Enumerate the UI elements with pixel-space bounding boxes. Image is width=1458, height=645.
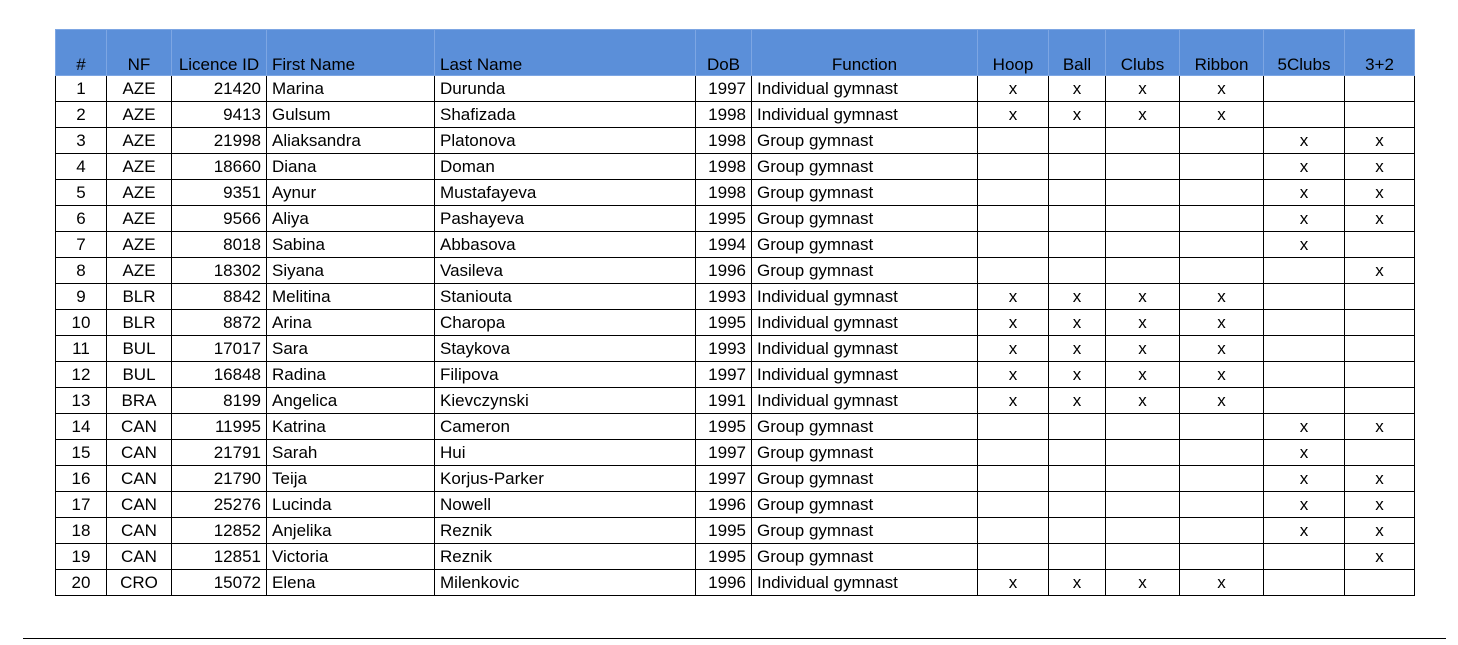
table-row <box>56 336 1415 362</box>
cell-nf: AZE <box>107 206 172 232</box>
cell-dob: 1997 <box>696 466 752 492</box>
cell-number: 6 <box>56 206 107 232</box>
cell-last-name: Staniouta <box>435 284 696 310</box>
cell-first-name: Arina <box>267 310 435 336</box>
cell-number: 11 <box>56 336 107 362</box>
header-row <box>56 30 1415 76</box>
cell-licence-id: 12851 <box>172 544 267 570</box>
cell-clubs: x <box>1106 310 1180 336</box>
table-row <box>56 310 1415 336</box>
table-body <box>56 76 1415 596</box>
cell-hoop <box>978 128 1049 154</box>
cell-licence-id: 9413 <box>172 102 267 128</box>
cell-3plus2 <box>1345 284 1415 310</box>
cell-3plus2: x <box>1345 492 1415 518</box>
cell-dob: 1993 <box>696 336 752 362</box>
cell-ball: x <box>1049 310 1106 336</box>
cell-ball <box>1049 232 1106 258</box>
cell-ball: x <box>1049 76 1106 102</box>
cell-last-name: Milenkovic <box>435 570 696 596</box>
table-row <box>56 544 1415 570</box>
cell-last-name: Abbasova <box>435 232 696 258</box>
cell-clubs <box>1106 258 1180 284</box>
cell-function: Group gymnast <box>752 414 978 440</box>
cell-3plus2: x <box>1345 258 1415 284</box>
cell-last-name: Mustafayeva <box>435 180 696 206</box>
cell-first-name: Angelica <box>267 388 435 414</box>
cell-function: Individual gymnast <box>752 362 978 388</box>
cell-dob: 1991 <box>696 388 752 414</box>
cell-ball <box>1049 544 1106 570</box>
cell-5clubs <box>1264 258 1345 284</box>
header-first-name: First Name <box>267 30 435 76</box>
cell-3plus2 <box>1345 440 1415 466</box>
cell-licence-id: 25276 <box>172 492 267 518</box>
cell-5clubs <box>1264 544 1345 570</box>
cell-hoop: x <box>978 102 1049 128</box>
cell-nf: CAN <box>107 492 172 518</box>
cell-dob: 1996 <box>696 492 752 518</box>
cell-function: Individual gymnast <box>752 76 978 102</box>
header-function: Function <box>752 30 978 76</box>
cell-function: Group gymnast <box>752 258 978 284</box>
cell-nf: CAN <box>107 414 172 440</box>
cell-function: Group gymnast <box>752 128 978 154</box>
cell-first-name: Aliaksandra <box>267 128 435 154</box>
header-ball: Ball <box>1049 30 1106 76</box>
cell-ribbon: x <box>1180 284 1264 310</box>
table-row <box>56 180 1415 206</box>
cell-ball <box>1049 128 1106 154</box>
cell-clubs <box>1106 414 1180 440</box>
cell-hoop <box>978 180 1049 206</box>
cell-ball: x <box>1049 284 1106 310</box>
cell-nf: CAN <box>107 440 172 466</box>
cell-nf: CRO <box>107 570 172 596</box>
cell-3plus2: x <box>1345 466 1415 492</box>
cell-hoop <box>978 518 1049 544</box>
cell-number: 20 <box>56 570 107 596</box>
cell-ball <box>1049 440 1106 466</box>
cell-ball: x <box>1049 388 1106 414</box>
cell-clubs <box>1106 544 1180 570</box>
cell-ribbon <box>1180 518 1264 544</box>
header-hoop: Hoop <box>978 30 1049 76</box>
cell-dob: 1996 <box>696 258 752 284</box>
cell-number: 5 <box>56 180 107 206</box>
cell-ribbon <box>1180 154 1264 180</box>
cell-5clubs: x <box>1264 232 1345 258</box>
cell-first-name: Radina <box>267 362 435 388</box>
table-row <box>56 570 1415 596</box>
table-row <box>56 518 1415 544</box>
cell-ribbon <box>1180 492 1264 518</box>
cell-3plus2 <box>1345 362 1415 388</box>
cell-ball <box>1049 206 1106 232</box>
table-row <box>56 154 1415 180</box>
cell-number: 18 <box>56 518 107 544</box>
cell-first-name: Sabina <box>267 232 435 258</box>
cell-last-name: Reznik <box>435 544 696 570</box>
cell-first-name: Elena <box>267 570 435 596</box>
cell-dob: 1993 <box>696 284 752 310</box>
cell-5clubs: x <box>1264 466 1345 492</box>
cell-number: 13 <box>56 388 107 414</box>
cell-nf: AZE <box>107 232 172 258</box>
cell-dob: 1995 <box>696 206 752 232</box>
cell-dob: 1997 <box>696 362 752 388</box>
cell-licence-id: 9351 <box>172 180 267 206</box>
cell-dob: 1996 <box>696 570 752 596</box>
cell-ribbon <box>1180 258 1264 284</box>
cell-3plus2 <box>1345 232 1415 258</box>
header-ribbon: Ribbon <box>1180 30 1264 76</box>
cell-5clubs <box>1264 336 1345 362</box>
cell-function: Group gymnast <box>752 180 978 206</box>
cell-ribbon <box>1180 180 1264 206</box>
cell-ribbon: x <box>1180 336 1264 362</box>
table-row <box>56 232 1415 258</box>
cell-5clubs: x <box>1264 180 1345 206</box>
cell-hoop: x <box>978 336 1049 362</box>
cell-first-name: Siyana <box>267 258 435 284</box>
header-3plus2: 3+2 <box>1345 30 1415 76</box>
cell-licence-id: 15072 <box>172 570 267 596</box>
cell-first-name: Teija <box>267 466 435 492</box>
cell-ball <box>1049 518 1106 544</box>
cell-first-name: Gulsum <box>267 102 435 128</box>
cell-licence-id: 8199 <box>172 388 267 414</box>
cell-first-name: Marina <box>267 76 435 102</box>
table-row <box>56 102 1415 128</box>
cell-dob: 1998 <box>696 128 752 154</box>
cell-5clubs: x <box>1264 440 1345 466</box>
cell-licence-id: 18302 <box>172 258 267 284</box>
cell-hoop <box>978 466 1049 492</box>
cell-ribbon: x <box>1180 362 1264 388</box>
cell-nf: CAN <box>107 466 172 492</box>
cell-hoop: x <box>978 310 1049 336</box>
cell-5clubs <box>1264 310 1345 336</box>
cell-licence-id: 21791 <box>172 440 267 466</box>
cell-dob: 1995 <box>696 544 752 570</box>
cell-3plus2: x <box>1345 180 1415 206</box>
cell-clubs: x <box>1106 336 1180 362</box>
table-row <box>56 76 1415 102</box>
cell-5clubs <box>1264 284 1345 310</box>
cell-3plus2 <box>1345 570 1415 596</box>
cell-last-name: Hui <box>435 440 696 466</box>
cell-first-name: Lucinda <box>267 492 435 518</box>
cell-ribbon: x <box>1180 570 1264 596</box>
cell-last-name: Shafizada <box>435 102 696 128</box>
cell-clubs <box>1106 154 1180 180</box>
cell-function: Individual gymnast <box>752 310 978 336</box>
cell-3plus2 <box>1345 76 1415 102</box>
cell-number: 16 <box>56 466 107 492</box>
cell-5clubs: x <box>1264 518 1345 544</box>
cell-licence-id: 21790 <box>172 466 267 492</box>
cell-last-name: Nowell <box>435 492 696 518</box>
cell-number: 9 <box>56 284 107 310</box>
cell-clubs <box>1106 180 1180 206</box>
cell-nf: BUL <box>107 362 172 388</box>
cell-nf: CAN <box>107 518 172 544</box>
cell-licence-id: 21420 <box>172 76 267 102</box>
cell-5clubs: x <box>1264 128 1345 154</box>
cell-dob: 1998 <box>696 154 752 180</box>
cell-function: Group gymnast <box>752 206 978 232</box>
cell-licence-id: 8018 <box>172 232 267 258</box>
cell-ball <box>1049 414 1106 440</box>
cell-last-name: Charopa <box>435 310 696 336</box>
cell-hoop <box>978 154 1049 180</box>
cell-ball: x <box>1049 336 1106 362</box>
cell-ribbon: x <box>1180 102 1264 128</box>
cell-ball: x <box>1049 570 1106 596</box>
cell-clubs <box>1106 492 1180 518</box>
cell-ball <box>1049 180 1106 206</box>
cell-function: Individual gymnast <box>752 388 978 414</box>
cell-last-name: Cameron <box>435 414 696 440</box>
cell-dob: 1995 <box>696 518 752 544</box>
cell-hoop <box>978 414 1049 440</box>
cell-dob: 1998 <box>696 180 752 206</box>
cell-last-name: Filipova <box>435 362 696 388</box>
cell-ribbon <box>1180 466 1264 492</box>
cell-dob: 1997 <box>696 76 752 102</box>
cell-3plus2 <box>1345 388 1415 414</box>
cell-ribbon: x <box>1180 310 1264 336</box>
cell-nf: AZE <box>107 102 172 128</box>
table-row <box>56 284 1415 310</box>
cell-licence-id: 11995 <box>172 414 267 440</box>
cell-function: Group gymnast <box>752 518 978 544</box>
header-last-name: Last Name <box>435 30 696 76</box>
table-row <box>56 492 1415 518</box>
cell-first-name: Aynur <box>267 180 435 206</box>
cell-clubs: x <box>1106 76 1180 102</box>
cell-function: Group gymnast <box>752 232 978 258</box>
cell-hoop: x <box>978 76 1049 102</box>
cell-number: 4 <box>56 154 107 180</box>
cell-licence-id: 18660 <box>172 154 267 180</box>
cell-ribbon <box>1180 232 1264 258</box>
cell-number: 17 <box>56 492 107 518</box>
table-row <box>56 258 1415 284</box>
cell-number: 2 <box>56 102 107 128</box>
cell-function: Individual gymnast <box>752 336 978 362</box>
cell-ball: x <box>1049 102 1106 128</box>
cell-licence-id: 17017 <box>172 336 267 362</box>
cell-hoop: x <box>978 388 1049 414</box>
cell-licence-id: 9566 <box>172 206 267 232</box>
footer-divider <box>23 638 1446 639</box>
cell-dob: 1995 <box>696 310 752 336</box>
cell-ball <box>1049 154 1106 180</box>
cell-clubs: x <box>1106 388 1180 414</box>
cell-ribbon <box>1180 544 1264 570</box>
cell-nf: AZE <box>107 258 172 284</box>
cell-nf: AZE <box>107 154 172 180</box>
cell-nf: CAN <box>107 544 172 570</box>
header-5clubs: 5Clubs <box>1264 30 1345 76</box>
cell-ball <box>1049 492 1106 518</box>
cell-last-name: Doman <box>435 154 696 180</box>
cell-number: 1 <box>56 76 107 102</box>
cell-first-name: Melitina <box>267 284 435 310</box>
cell-licence-id: 21998 <box>172 128 267 154</box>
cell-licence-id: 12852 <box>172 518 267 544</box>
cell-number: 8 <box>56 258 107 284</box>
cell-hoop: x <box>978 362 1049 388</box>
cell-function: Individual gymnast <box>752 570 978 596</box>
cell-3plus2 <box>1345 336 1415 362</box>
cell-clubs <box>1106 518 1180 544</box>
cell-first-name: Katrina <box>267 414 435 440</box>
cell-clubs: x <box>1106 102 1180 128</box>
cell-number: 7 <box>56 232 107 258</box>
table-row <box>56 206 1415 232</box>
cell-function: Group gymnast <box>752 544 978 570</box>
cell-licence-id: 8872 <box>172 310 267 336</box>
cell-last-name: Vasileva <box>435 258 696 284</box>
cell-last-name: Reznik <box>435 518 696 544</box>
cell-nf: AZE <box>107 128 172 154</box>
cell-clubs: x <box>1106 284 1180 310</box>
cell-ball <box>1049 466 1106 492</box>
cell-5clubs: x <box>1264 154 1345 180</box>
cell-hoop <box>978 206 1049 232</box>
cell-5clubs: x <box>1264 492 1345 518</box>
cell-3plus2: x <box>1345 154 1415 180</box>
cell-last-name: Staykova <box>435 336 696 362</box>
cell-first-name: Sarah <box>267 440 435 466</box>
cell-number: 14 <box>56 414 107 440</box>
cell-3plus2 <box>1345 310 1415 336</box>
cell-function: Individual gymnast <box>752 284 978 310</box>
table-header <box>56 30 1415 76</box>
cell-function: Group gymnast <box>752 492 978 518</box>
cell-number: 15 <box>56 440 107 466</box>
cell-nf: BRA <box>107 388 172 414</box>
cell-first-name: Victoria <box>267 544 435 570</box>
cell-clubs <box>1106 128 1180 154</box>
cell-3plus2: x <box>1345 518 1415 544</box>
cell-dob: 1998 <box>696 102 752 128</box>
cell-3plus2: x <box>1345 206 1415 232</box>
cell-clubs: x <box>1106 570 1180 596</box>
cell-last-name: Platonova <box>435 128 696 154</box>
cell-function: Group gymnast <box>752 466 978 492</box>
cell-nf: AZE <box>107 180 172 206</box>
cell-ribbon <box>1180 128 1264 154</box>
cell-3plus2: x <box>1345 128 1415 154</box>
cell-ribbon: x <box>1180 388 1264 414</box>
cell-ribbon <box>1180 206 1264 232</box>
table-row <box>56 440 1415 466</box>
cell-ribbon: x <box>1180 76 1264 102</box>
cell-nf: AZE <box>107 76 172 102</box>
cell-last-name: Kievczynski <box>435 388 696 414</box>
cell-first-name: Diana <box>267 154 435 180</box>
cell-first-name: Anjelika <box>267 518 435 544</box>
cell-ribbon <box>1180 440 1264 466</box>
cell-dob: 1995 <box>696 414 752 440</box>
cell-function: Group gymnast <box>752 154 978 180</box>
header-dob: DoB <box>696 30 752 76</box>
cell-hoop <box>978 232 1049 258</box>
cell-hoop <box>978 544 1049 570</box>
cell-5clubs <box>1264 102 1345 128</box>
header-clubs: Clubs <box>1106 30 1180 76</box>
cell-number: 12 <box>56 362 107 388</box>
cell-licence-id: 8842 <box>172 284 267 310</box>
table-row <box>56 466 1415 492</box>
header-nf: NF <box>107 30 172 76</box>
cell-hoop <box>978 440 1049 466</box>
cell-3plus2: x <box>1345 414 1415 440</box>
table-row <box>56 362 1415 388</box>
cell-nf: BLR <box>107 310 172 336</box>
table-row <box>56 388 1415 414</box>
cell-5clubs <box>1264 388 1345 414</box>
gymnast-roster-table <box>55 29 1415 596</box>
cell-function: Individual gymnast <box>752 102 978 128</box>
cell-last-name: Korjus-Parker <box>435 466 696 492</box>
cell-last-name: Pashayeva <box>435 206 696 232</box>
cell-hoop: x <box>978 570 1049 596</box>
header-licence-id: Licence ID <box>172 30 267 76</box>
cell-clubs <box>1106 206 1180 232</box>
cell-ball: x <box>1049 362 1106 388</box>
cell-last-name: Durunda <box>435 76 696 102</box>
cell-5clubs: x <box>1264 206 1345 232</box>
cell-dob: 1997 <box>696 440 752 466</box>
cell-first-name: Aliya <box>267 206 435 232</box>
cell-dob: 1994 <box>696 232 752 258</box>
cell-nf: BUL <box>107 336 172 362</box>
cell-5clubs <box>1264 570 1345 596</box>
cell-ball <box>1049 258 1106 284</box>
header-number: # <box>56 30 107 76</box>
cell-number: 10 <box>56 310 107 336</box>
cell-clubs <box>1106 440 1180 466</box>
table-row <box>56 128 1415 154</box>
cell-clubs <box>1106 466 1180 492</box>
cell-nf: BLR <box>107 284 172 310</box>
cell-first-name: Sara <box>267 336 435 362</box>
cell-hoop <box>978 492 1049 518</box>
cell-5clubs <box>1264 76 1345 102</box>
table-row <box>56 414 1415 440</box>
cell-hoop <box>978 258 1049 284</box>
cell-3plus2: x <box>1345 544 1415 570</box>
cell-3plus2 <box>1345 102 1415 128</box>
cell-clubs: x <box>1106 362 1180 388</box>
cell-5clubs <box>1264 362 1345 388</box>
cell-hoop: x <box>978 284 1049 310</box>
cell-5clubs: x <box>1264 414 1345 440</box>
cell-number: 19 <box>56 544 107 570</box>
cell-ribbon <box>1180 414 1264 440</box>
cell-number: 3 <box>56 128 107 154</box>
cell-clubs <box>1106 232 1180 258</box>
cell-function: Group gymnast <box>752 440 978 466</box>
cell-licence-id: 16848 <box>172 362 267 388</box>
